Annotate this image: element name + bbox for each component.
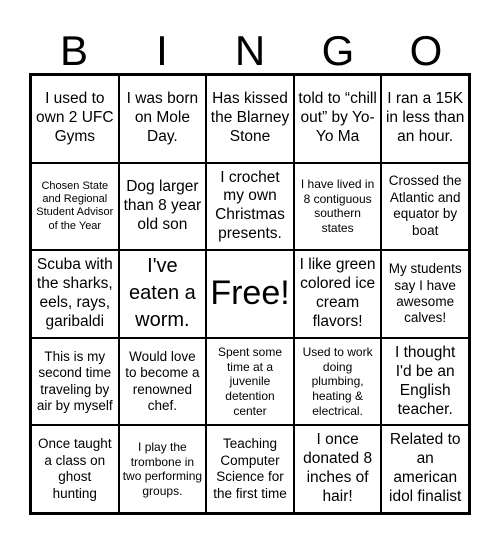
bingo-cell-r5-c3[interactable]: Teaching Computer Science for the first time xyxy=(206,425,294,513)
bingo-cell-r5-c5[interactable]: Related to an american idol finalist xyxy=(381,425,469,513)
bingo-cell-r1-c5[interactable]: I ran a 15K in less than an hour. xyxy=(381,75,469,163)
header-letter-g: G xyxy=(321,27,355,74)
bingo-cell-r2-c2[interactable]: Dog larger than 8 year old son xyxy=(119,163,207,251)
header-letter-o: O xyxy=(409,27,443,74)
bingo-cell-r5-c4[interactable]: I once donated 8 inches of hair! xyxy=(294,425,382,513)
bingo-cell-r5-c2[interactable]: I play the trombone in two performing groups. xyxy=(119,425,207,513)
bingo-header xyxy=(30,28,470,74)
bingo-cell-r4-c3[interactable]: Spent some time at a juvenile detention center xyxy=(206,338,294,426)
header-letter-i: I xyxy=(156,27,168,74)
bingo-cell-r1-c3[interactable]: Has kissed the Blarney Stone xyxy=(206,75,294,163)
bingo-cell-r5-c1[interactable]: Once taught a class on ghost hunting xyxy=(31,425,119,513)
bingo-board xyxy=(29,73,471,515)
bingo-cell-r3-c4[interactable]: I like green colored ice cream flavors! xyxy=(294,250,382,338)
bingo-cell-r2-c1[interactable]: Chosen State and Regional Student Advisor of the Year xyxy=(31,163,119,251)
bingo-cell-r2-c3[interactable]: I crochet my own Christmas presents. xyxy=(206,163,294,251)
header-letter-n: N xyxy=(234,27,266,74)
bingo-cell-r4-c2[interactable]: Would love to become a renowned chef. xyxy=(119,338,207,426)
bingo-cell-r2-c4[interactable]: I have lived in 8 contiguous southern states xyxy=(294,163,382,251)
bingo-cell-r4-c5[interactable]: I thought I'd be an English teacher. xyxy=(381,338,469,426)
bingo-cell-r3-c1[interactable]: Scuba with the sharks, eels, rays, garibaldi xyxy=(31,250,119,338)
bingo-cell-r4-c1[interactable]: This is my second time traveling by air by myself xyxy=(31,338,119,426)
bingo-free-space[interactable]: Free! xyxy=(206,250,294,338)
bingo-cell-r1-c2[interactable]: I was born on Mole Day. xyxy=(119,75,207,163)
header-letter-b: B xyxy=(59,27,88,74)
bingo-cell-r1-c1[interactable]: I used to own 2 UFC Gyms xyxy=(31,75,119,163)
bingo-cell-r3-c2[interactable]: I've eaten a worm. xyxy=(119,250,207,338)
bingo-cell-r2-c5[interactable]: Crossed the Atlantic and equator by boat xyxy=(381,163,469,251)
bingo-cell-r4-c4[interactable]: Used to work doing plumbing, heating & electrical. xyxy=(294,338,382,426)
bingo-cell-r3-c5[interactable]: My students say I have awesome calves! xyxy=(381,250,469,338)
bingo-cell-r1-c4[interactable]: told to “chill out” by Yo-Yo Ma xyxy=(294,75,382,163)
